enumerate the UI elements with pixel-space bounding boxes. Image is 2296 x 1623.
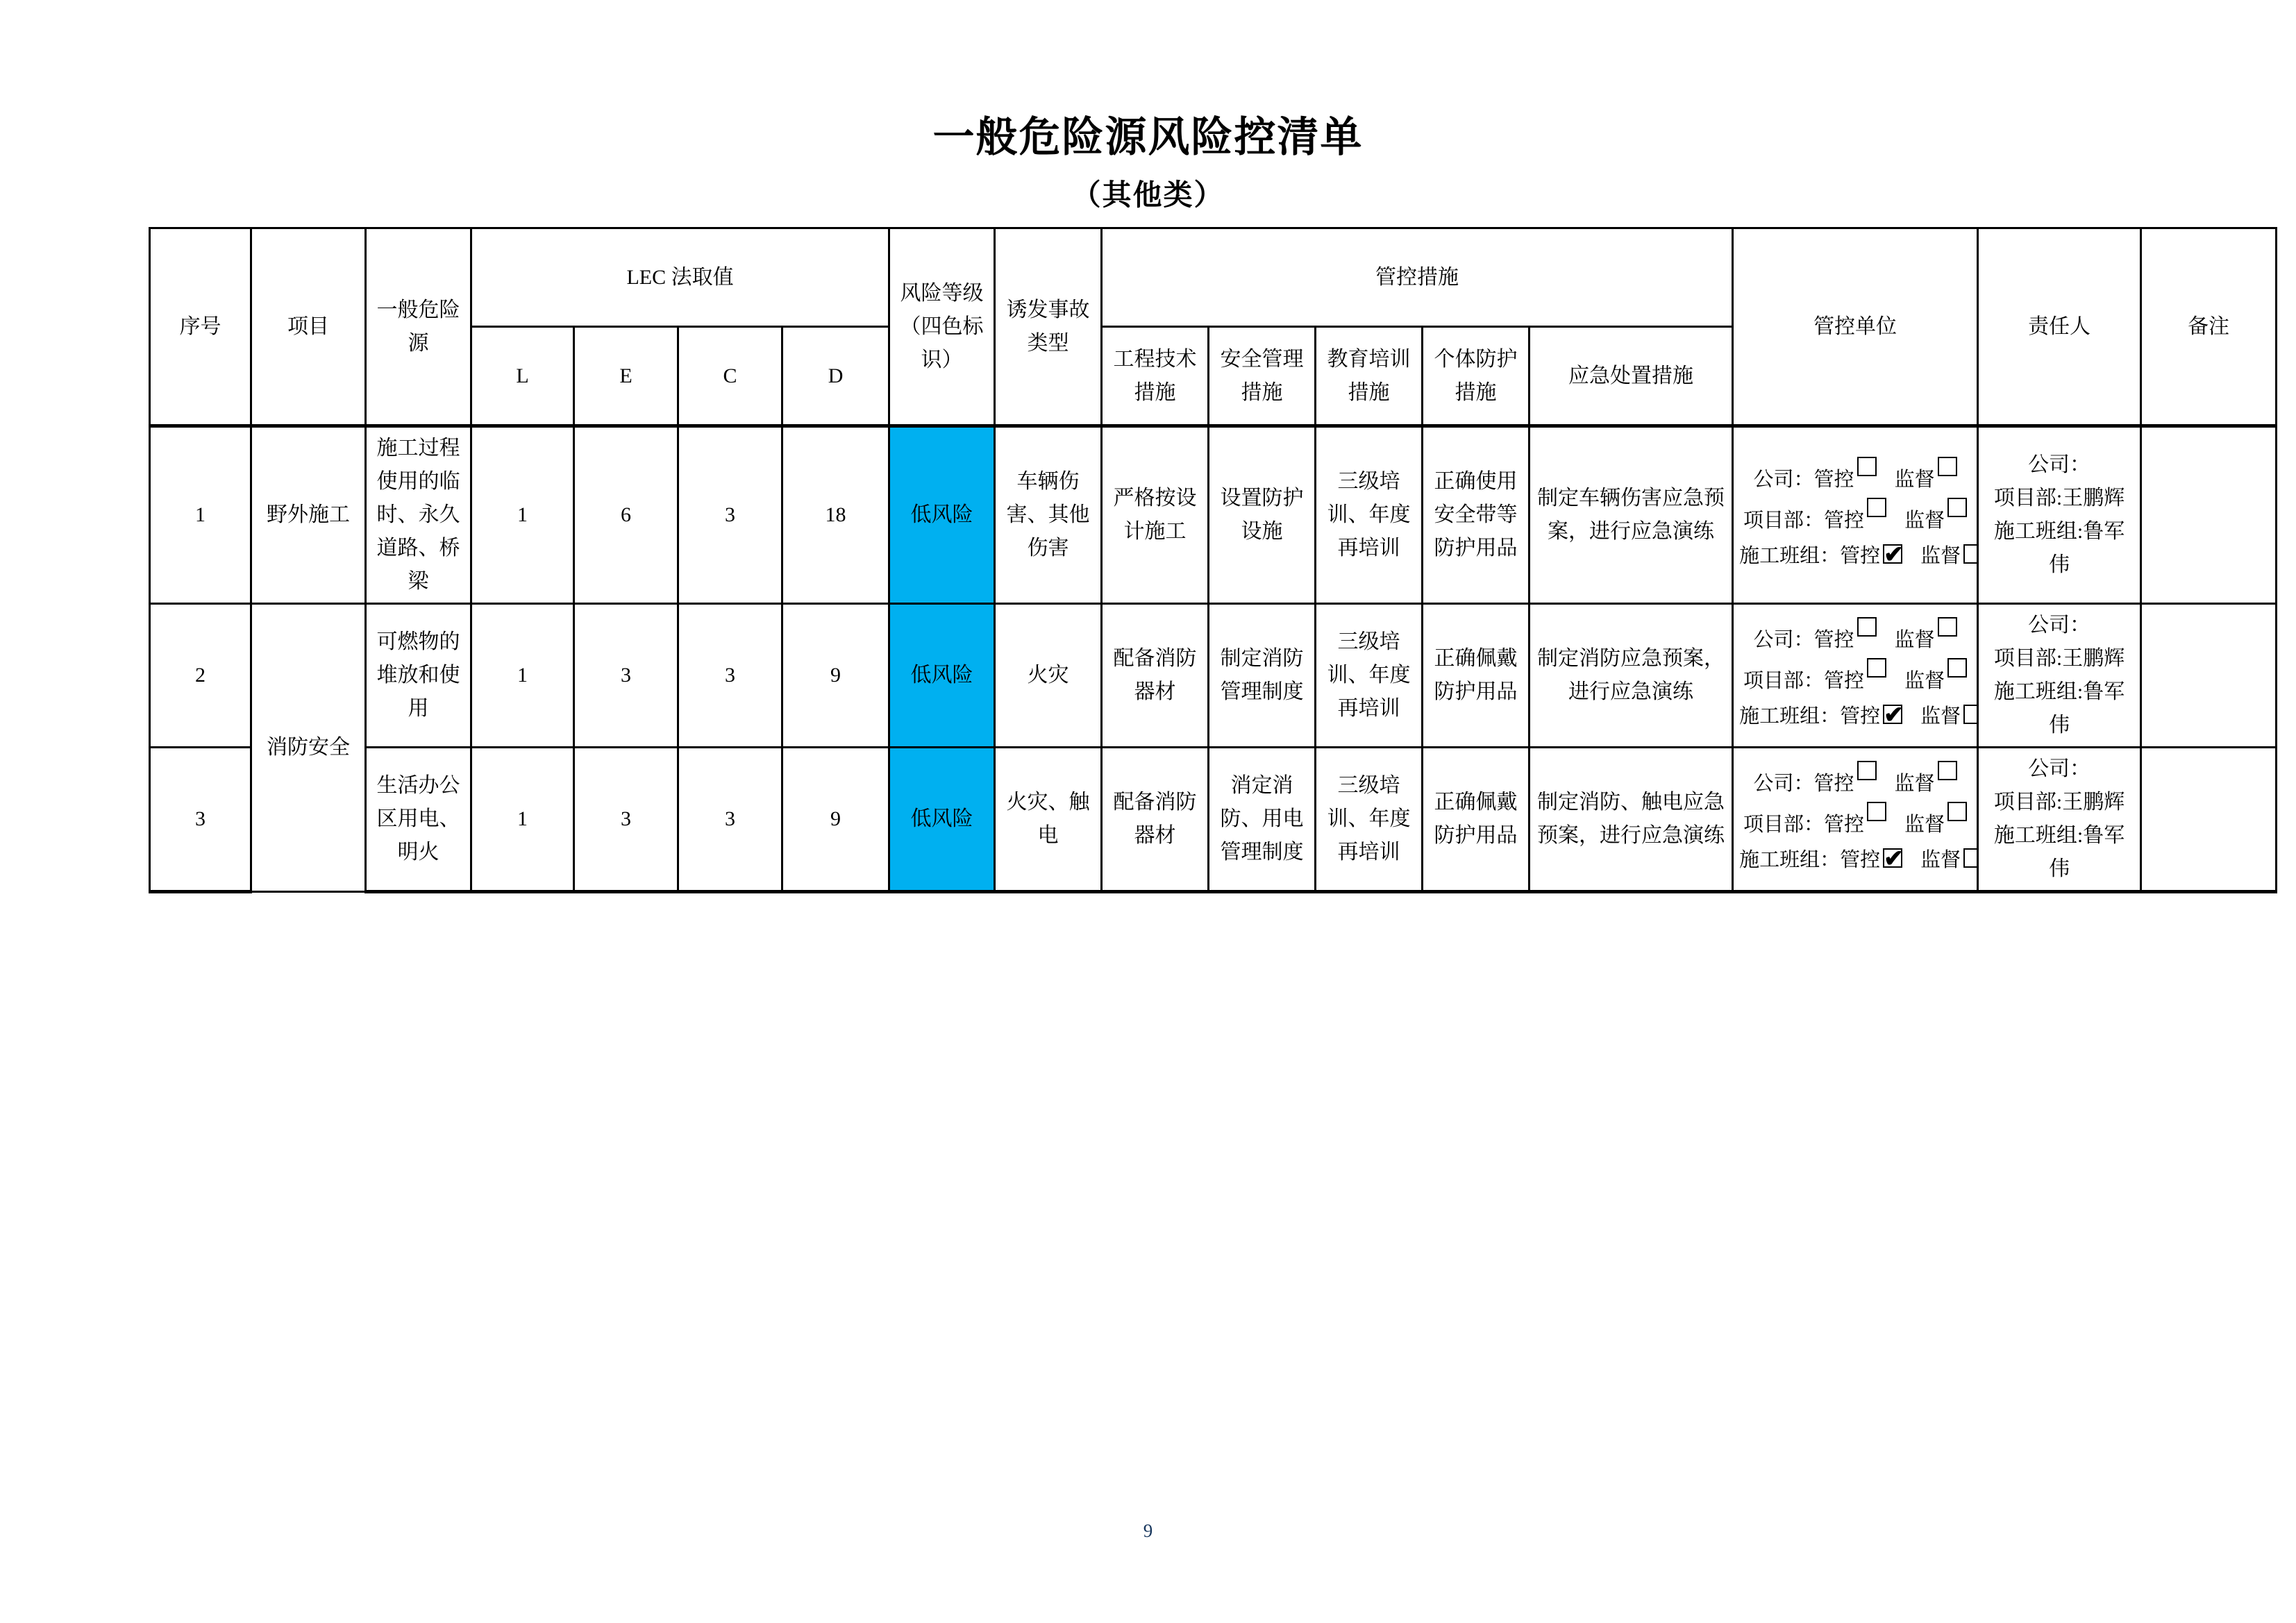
cell-remark bbox=[2141, 604, 2277, 748]
header-measure-protection: 个体防护措施 bbox=[1423, 327, 1530, 426]
cell-risk-level: 低风险 bbox=[889, 604, 995, 748]
cell-lec-l: 1 bbox=[471, 426, 574, 604]
control-unit-line-company bbox=[1739, 457, 1971, 498]
header-measures-group: 管控措施 bbox=[1102, 228, 1733, 327]
page-subtitle: （其他类） bbox=[1071, 180, 1225, 212]
cell-training: 三级培训、年度再培训 bbox=[1316, 604, 1423, 748]
cell-management: 设置防护设施 bbox=[1209, 426, 1316, 604]
cell-protection: 正确使用安全带等防护用品 bbox=[1423, 426, 1530, 604]
cell-emergency: 制定消防、触电应急预案，进行应急演练 bbox=[1530, 748, 1733, 892]
cell-remark bbox=[2141, 426, 2277, 604]
responsible-crew: 施工班组:鲁军伟 bbox=[1993, 824, 2125, 881]
checkbox-supervise-icon bbox=[1947, 498, 1967, 517]
header-lec-d: D bbox=[782, 327, 889, 426]
cell-lec-c: 3 bbox=[678, 604, 782, 748]
page-title: 一般危险源风险控清单 bbox=[932, 114, 1364, 160]
header-seq: 序号 bbox=[150, 228, 251, 426]
responsible-projectdept: 项目部:王鹏辉 bbox=[1993, 647, 2125, 671]
cu-label: 项目部：管控 bbox=[1743, 813, 1865, 836]
cell-accident-type: 车辆伤害、其他伤害 bbox=[995, 426, 1102, 604]
risk-control-table bbox=[149, 227, 2277, 893]
cell-project: 消防安全 bbox=[251, 604, 366, 892]
cell-lec-e: 3 bbox=[574, 604, 678, 748]
cell-seq: 2 bbox=[150, 604, 251, 748]
control-unit-line-crew bbox=[1739, 843, 1971, 878]
cu-label: 施工班组：管控 bbox=[1739, 848, 1881, 871]
header-control-unit: 管控单位 bbox=[1733, 228, 1978, 426]
cu-label: 施工班组：管控 bbox=[1739, 544, 1881, 567]
header-measure-emergency: 应急处置措施 bbox=[1530, 327, 1733, 426]
cell-responsible bbox=[1978, 748, 2141, 892]
header-project: 项目 bbox=[251, 228, 366, 426]
checkbox-control-icon bbox=[1867, 658, 1886, 678]
table-row bbox=[150, 748, 2277, 892]
cell-lec-d: 18 bbox=[782, 426, 889, 604]
header-lec-e: E bbox=[574, 327, 678, 426]
responsible-company: 公司： bbox=[2028, 453, 2091, 477]
header-lec-group: LEC 法取值 bbox=[471, 228, 889, 327]
cu-label: 监督 bbox=[1894, 629, 1935, 652]
cell-protection: 正确佩戴防护用品 bbox=[1423, 604, 1530, 748]
checkbox-control-icon bbox=[1857, 457, 1877, 476]
checkbox-control-checked-icon bbox=[1883, 705, 1902, 724]
responsible-crew: 施工班组:鲁军伟 bbox=[1993, 520, 2125, 577]
header-lec-c: C bbox=[678, 327, 782, 426]
control-unit-line-crew bbox=[1739, 539, 1971, 574]
checkbox-control-icon bbox=[1857, 761, 1877, 780]
cu-label: 监督 bbox=[1920, 544, 1961, 567]
cell-lec-l: 1 bbox=[471, 604, 574, 748]
cell-emergency: 制定车辆伤害应急预案，进行应急演练 bbox=[1530, 426, 1733, 604]
responsible-projectdept: 项目部:王鹏辉 bbox=[1993, 487, 2125, 510]
cell-risk-level: 低风险 bbox=[889, 748, 995, 892]
control-unit-line-company bbox=[1739, 617, 1971, 658]
checkbox-control-icon bbox=[1867, 498, 1886, 517]
header-measure-management: 安全管理措施 bbox=[1209, 327, 1316, 426]
cell-engineering: 配备消防器材 bbox=[1102, 604, 1209, 748]
cell-responsible bbox=[1978, 604, 2141, 748]
cell-training: 三级培训、年度再培训 bbox=[1316, 748, 1423, 892]
control-unit-line-projectdept bbox=[1739, 802, 1971, 843]
cu-label: 监督 bbox=[1904, 813, 1945, 836]
cell-seq: 1 bbox=[150, 426, 251, 604]
checkbox-supervise-icon bbox=[1947, 658, 1967, 678]
header-accident-type: 诱发事故类型 bbox=[995, 228, 1102, 426]
control-unit-line-crew bbox=[1739, 699, 1971, 734]
cell-lec-l: 1 bbox=[471, 748, 574, 892]
cell-seq: 3 bbox=[150, 748, 251, 892]
cell-lec-e: 6 bbox=[574, 426, 678, 604]
cell-engineering: 配备消防器材 bbox=[1102, 748, 1209, 892]
checkbox-control-checked-icon bbox=[1883, 848, 1902, 868]
control-unit-line-projectdept bbox=[1739, 498, 1971, 539]
cu-label: 监督 bbox=[1904, 669, 1945, 692]
cell-emergency: 制定消防应急预案，进行应急演练 bbox=[1530, 604, 1733, 748]
header-measure-engineering: 工程技术措施 bbox=[1102, 327, 1209, 426]
cu-label: 项目部：管控 bbox=[1743, 509, 1865, 532]
cu-label: 监督 bbox=[1904, 509, 1945, 532]
checkbox-control-icon bbox=[1857, 617, 1877, 637]
cell-risk-level: 低风险 bbox=[889, 426, 995, 604]
cell-protection: 正确佩戴防护用品 bbox=[1423, 748, 1530, 892]
cell-control-unit bbox=[1733, 748, 1978, 892]
control-unit-line-projectdept bbox=[1739, 658, 1971, 699]
checkbox-supervise-icon bbox=[1963, 705, 1977, 724]
checkbox-supervise-icon bbox=[1938, 457, 1957, 476]
cu-label: 公司：管控 bbox=[1753, 469, 1854, 491]
checkbox-supervise-icon bbox=[1963, 848, 1977, 868]
header-risk-level: 风险等级（四色标识） bbox=[889, 228, 995, 426]
header-responsible: 责任人 bbox=[1978, 228, 2141, 426]
table-row bbox=[150, 604, 2277, 748]
cell-responsible bbox=[1978, 426, 2141, 604]
cell-lec-e: 3 bbox=[574, 748, 678, 892]
cell-accident-type: 火灾 bbox=[995, 604, 1102, 748]
control-unit-line-company bbox=[1739, 761, 1971, 802]
header-lec-l: L bbox=[471, 327, 574, 426]
checkbox-supervise-icon bbox=[1947, 802, 1967, 821]
cu-label: 项目部：管控 bbox=[1743, 669, 1865, 692]
checkbox-control-checked-icon bbox=[1883, 544, 1902, 564]
checkbox-supervise-icon bbox=[1938, 617, 1957, 637]
cell-project: 野外施工 bbox=[251, 426, 366, 604]
cu-label: 公司：管控 bbox=[1753, 629, 1854, 652]
header-remark: 备注 bbox=[2141, 228, 2277, 426]
cu-label: 施工班组：管控 bbox=[1739, 705, 1881, 728]
cell-lec-d: 9 bbox=[782, 748, 889, 892]
cell-management: 消定消防、用电管理制度 bbox=[1209, 748, 1316, 892]
table-row bbox=[150, 426, 2277, 604]
cell-management: 制定消防管理制度 bbox=[1209, 604, 1316, 748]
cu-label: 监督 bbox=[1920, 705, 1961, 728]
cell-hazard: 生活办公区用电、明火 bbox=[366, 748, 471, 892]
checkbox-supervise-icon bbox=[1963, 544, 1977, 564]
cell-hazard: 可燃物的堆放和使用 bbox=[366, 604, 471, 748]
cell-lec-d: 9 bbox=[782, 604, 889, 748]
responsible-company: 公司： bbox=[2028, 757, 2091, 781]
cell-lec-c: 3 bbox=[678, 426, 782, 604]
header-row-groups bbox=[150, 228, 2277, 327]
cu-label: 监督 bbox=[1894, 469, 1935, 491]
cu-label: 监督 bbox=[1920, 848, 1961, 871]
cu-label: 监督 bbox=[1894, 773, 1935, 796]
checkbox-control-icon bbox=[1867, 802, 1886, 821]
header-measure-training: 教育培训措施 bbox=[1316, 327, 1423, 426]
cu-label: 公司：管控 bbox=[1753, 773, 1854, 796]
cell-engineering: 严格按设计施工 bbox=[1102, 426, 1209, 604]
cell-training: 三级培训、年度再培训 bbox=[1316, 426, 1423, 604]
cell-control-unit bbox=[1733, 426, 1978, 604]
cell-control-unit bbox=[1733, 604, 1978, 748]
responsible-projectdept: 项目部:王鹏辉 bbox=[1993, 791, 2125, 814]
cell-accident-type: 火灾、触电 bbox=[995, 748, 1102, 892]
responsible-crew: 施工班组:鲁军伟 bbox=[1993, 680, 2125, 737]
page-number: 9 bbox=[1143, 1520, 1153, 1541]
cell-lec-c: 3 bbox=[678, 748, 782, 892]
cell-remark bbox=[2141, 748, 2277, 892]
cell-hazard: 施工过程使用的临时、永久道路、桥梁 bbox=[366, 426, 471, 604]
checkbox-supervise-icon bbox=[1938, 761, 1957, 780]
header-hazard: 一般危险源 bbox=[366, 228, 471, 426]
responsible-company: 公司： bbox=[2028, 614, 2091, 637]
